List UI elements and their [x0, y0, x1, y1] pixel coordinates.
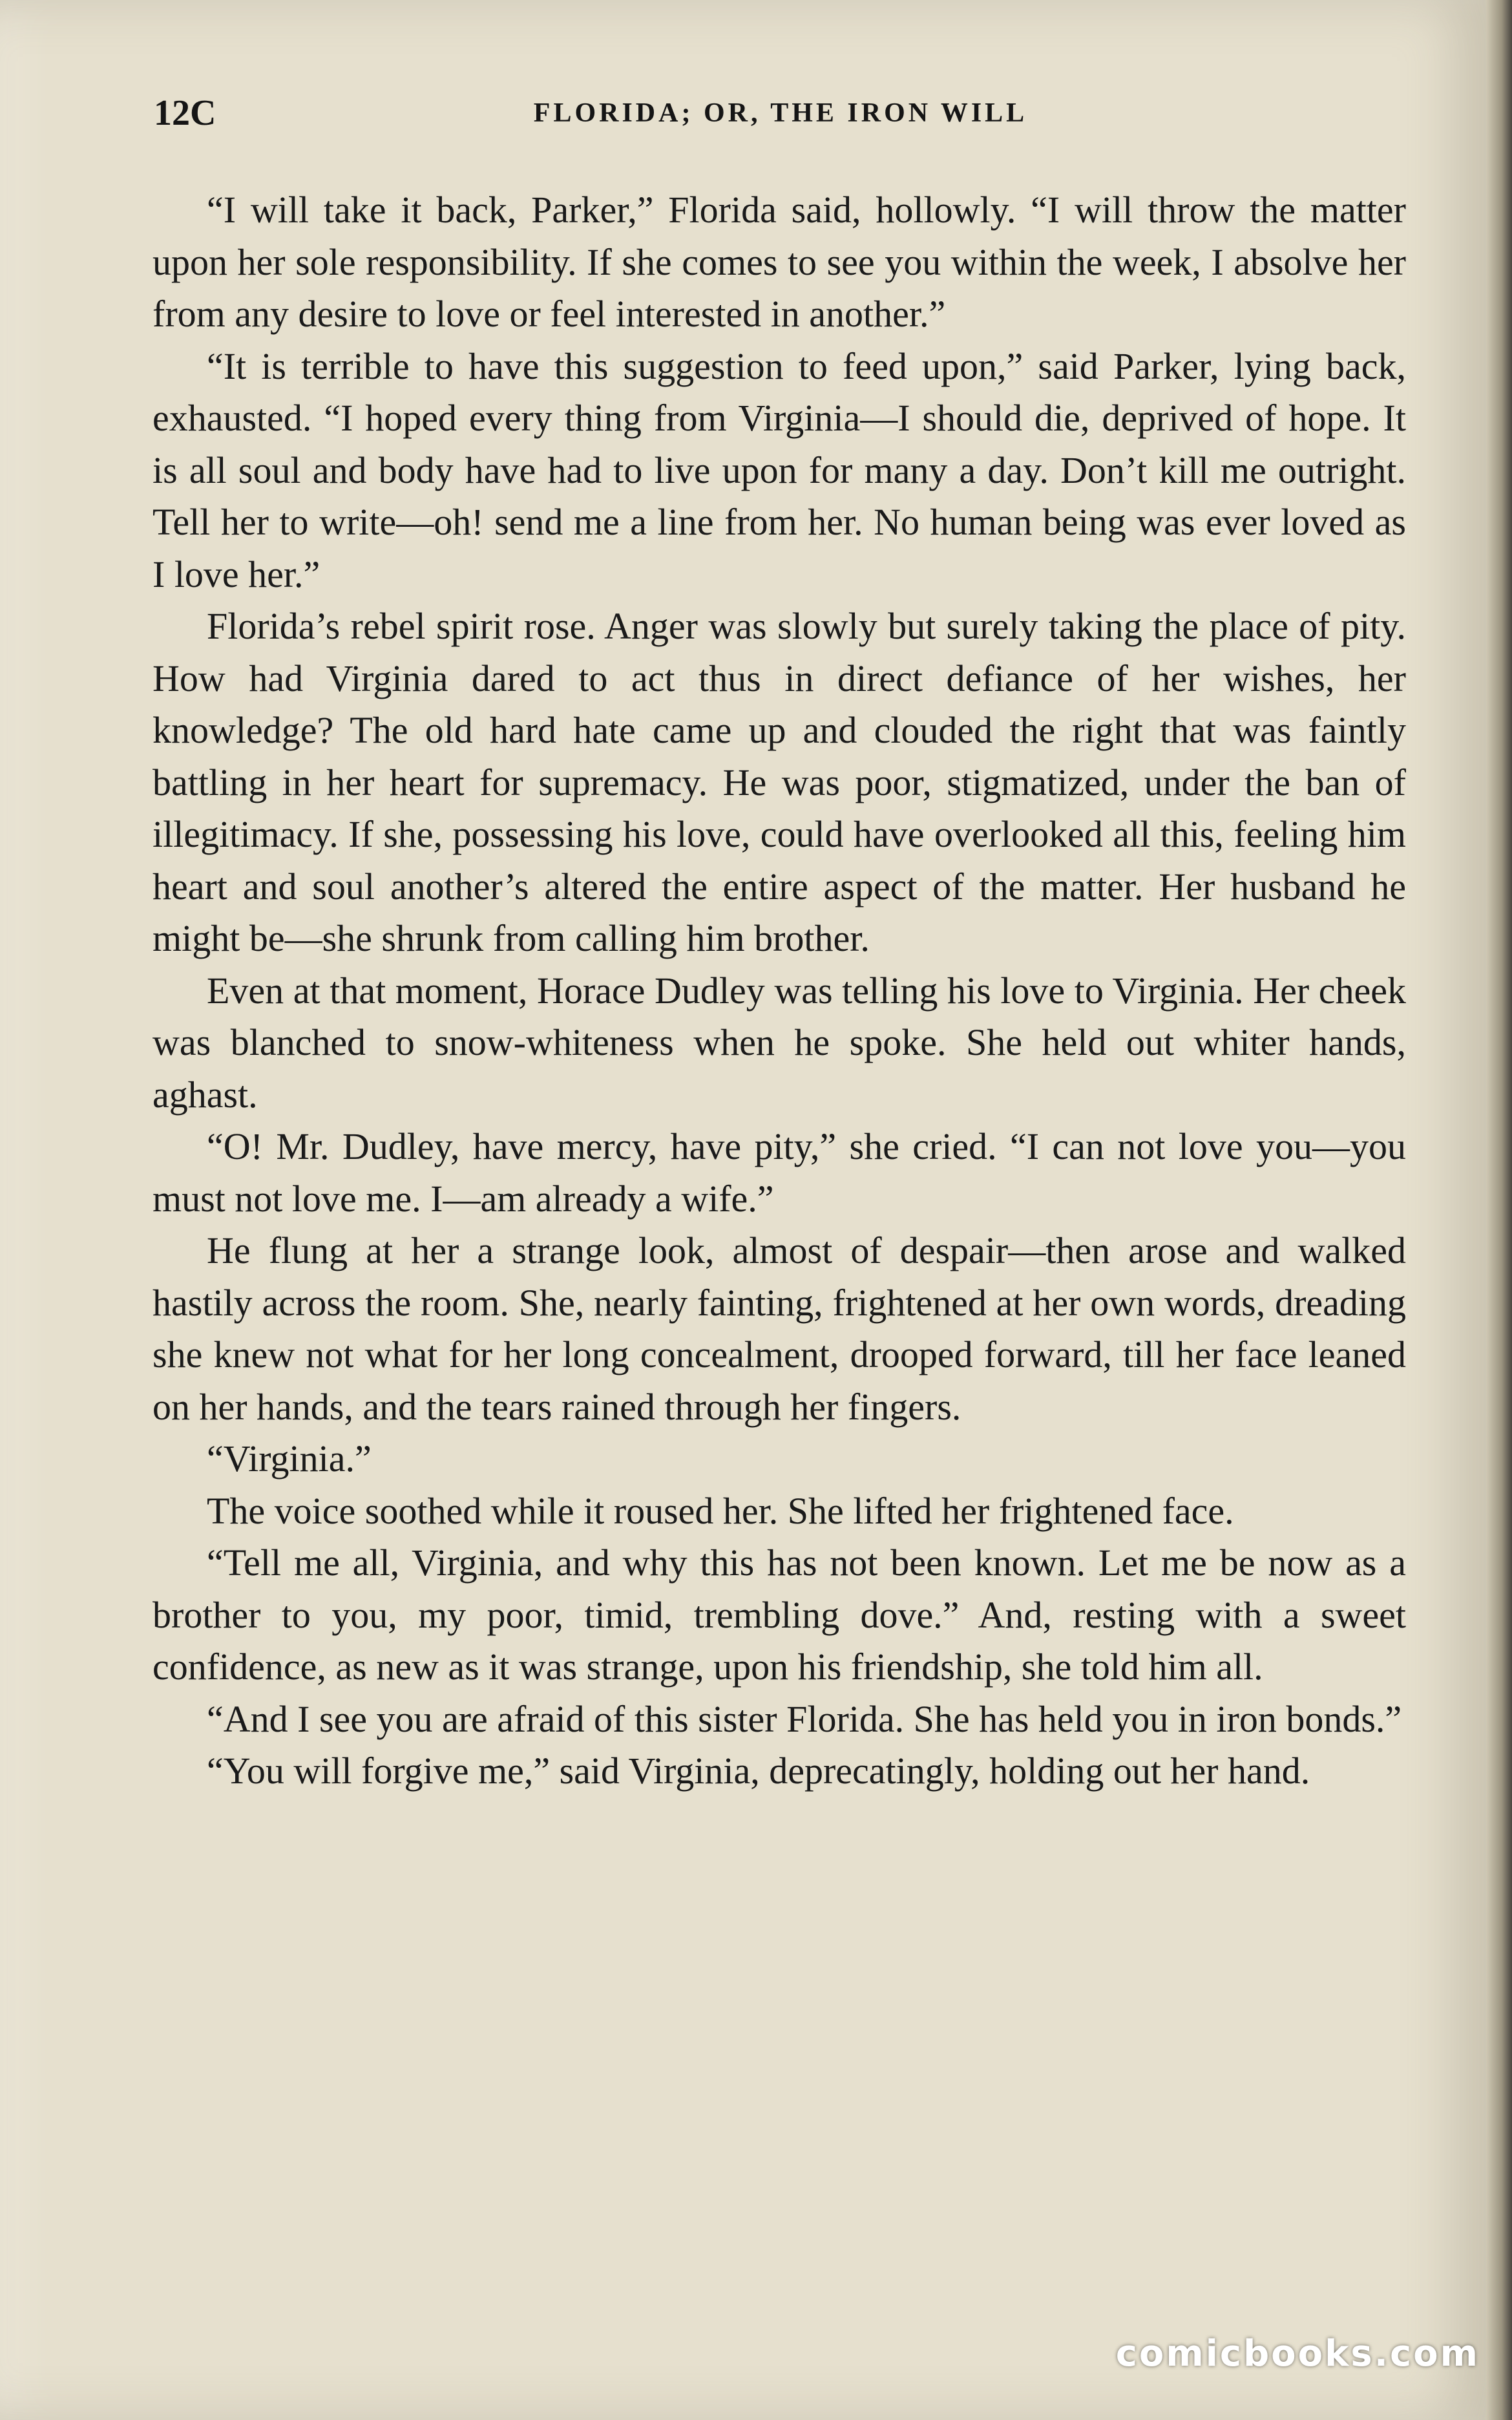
paragraph: “And I see you are afraid of this sister Florida. She has held you in iron bonds.” [207, 1697, 1402, 1740]
watermark: comicbooks.com [1115, 2333, 1480, 2375]
paragraph: Florida’s rebel spirit rose. Anger was slowly but surely taking the place of pity. How had Virginia dared to act thus in direct defiance of her wishes, her knowledge? The old hard hate came up and clouded the right that was faintly battling in her heart for supremacy. He was poor, stigmatized, under the ban of illegitimacy. If she, possessing his love, could have overlooked all this, feeling him heart and soul another’s altered the entire aspect of the matter. Her husband he might be—she shrunk from calling him brother. [152, 605, 1406, 959]
paragraph: “Virginia.” [207, 1438, 372, 1480]
running-head: FLORIDA; OR, THE IRON WILL [533, 98, 1028, 128]
body-text [152, 184, 1406, 1798]
paragraph: “Tell me all, Virginia, and why this has not been known. Let me be now as a brother to you, my poor, timid, trembling dove.” And, resting with a sweet confidence, as new as it was strange, upon his friendship, she told him all. [152, 1542, 1406, 1688]
paragraph: “It is terrible to have this suggestion to feed upon,” said Parker, lying back, exhausted. “I hoped every thing from Virginia—I should die, deprived of hope. It is all soul and body have had to live upon for many a day. Don’t kill me outright. Tell her to write—oh! send me a line from her. No human being was ever loved as I love her.” [152, 345, 1406, 595]
paragraph: “O! Mr. Dudley, have mercy, have pity,” she cried. “I can not love you—you must not love me. I—am already a wife.” [152, 1125, 1406, 1220]
paragraph: He flung at her a strange look, almost of despair—then arose and walked hastily across the room. She, nearly fainting, frightened at her own words, dreading she knew not what for her long concealment, drooped forward, till her face leaned on her hands, and the tears rained through her fingers. [152, 1229, 1406, 1428]
paragraph: “You will forgive me,” said Virginia, deprecatingly, holding out her hand. [207, 1750, 1310, 1792]
page-edge [1486, 0, 1512, 2420]
paragraph: Even at that moment, Horace Dudley was telling his love to Virginia. Her cheek was blanched to snow-whiteness when he spoke. She held out whiter hands, aghast. [152, 969, 1406, 1116]
paragraph: The voice soothed while it roused her. She lifted her frightened face. [207, 1489, 1234, 1532]
page-header [154, 90, 1407, 136]
paragraph: “I will take it back, Parker,” Florida said, hollowly. “I will throw the matter upon her sole responsibility. If she comes to see you within the week, I absolve her from any desire to love or feel interested in another.” [152, 189, 1406, 335]
page-number: 12C [154, 93, 216, 133]
